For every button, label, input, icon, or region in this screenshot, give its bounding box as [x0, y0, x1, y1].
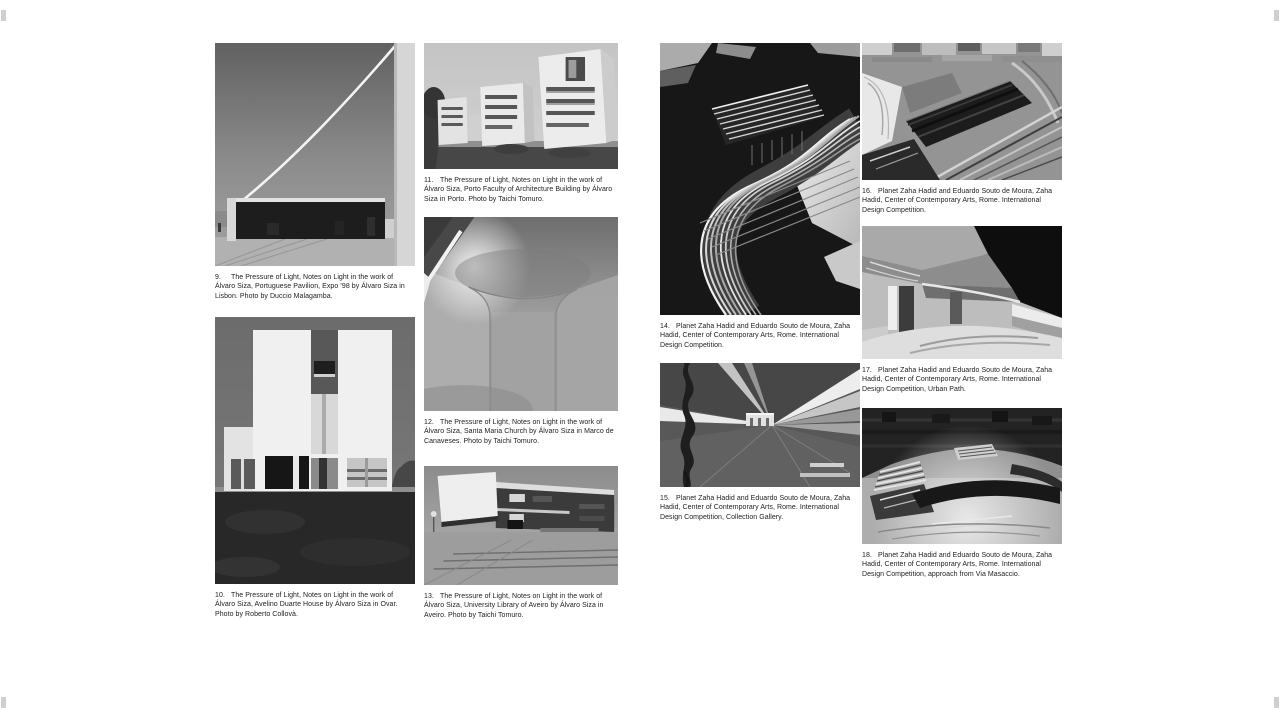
photo-avelino-duarte-house	[215, 317, 415, 584]
figure-14	[660, 43, 860, 350]
urban-path-illustration	[862, 226, 1062, 359]
figure-12	[424, 217, 618, 446]
aveiro-library-illustration	[424, 466, 618, 585]
photo-via-masaccio-render	[862, 408, 1062, 544]
figure-18	[862, 408, 1062, 579]
zaha-aerial-illustration	[660, 43, 860, 315]
figure-13	[424, 466, 618, 620]
figure-caption-text: The Pressure of Light, Notes on Light in the work of Álvaro Siza, Santa Maria Church by Álvaro Siza in Marco de Canaveses. Photo by Taichi Tomuro.	[424, 419, 614, 445]
figure-number: 14.	[660, 323, 670, 330]
via-masaccio-illustration	[862, 408, 1062, 544]
figure-9	[215, 43, 415, 301]
figure-18-caption	[862, 551, 1062, 579]
figure-caption-text: The Pressure of Light, Notes on Light in the work of Álvaro Siza, Portuguese Pavilion, Expo ’98 by Álvaro Siza in Lisbon. Photo by Duccio Malagamba.	[215, 274, 405, 300]
figure-number: 10.	[215, 592, 225, 599]
photo-santa-maria-church	[424, 217, 618, 411]
photo-portuguese-pavilion	[215, 43, 415, 266]
figure-9-caption	[215, 273, 415, 301]
figure-caption-text: The Pressure of Light, Notes on Light in the work of Álvaro Siza, Avelino Duarte House by Álvaro Siza in Ovar. Photo by Roberto Collovà.	[215, 592, 398, 618]
figure-13-caption	[424, 592, 618, 620]
figure-number: 13.	[424, 593, 434, 600]
figure-number: 9.	[215, 274, 221, 281]
figure-caption-text: The Pressure of Light, Notes on Light in the work of Álvaro Siza, University Library of Aveiro by Álvaro Siza in Aveiro. Photo by Taichi Tomuro.	[424, 593, 604, 619]
figure-caption-text: The Pressure of Light, Notes on Light in the work of Álvaro Siza, Porto Faculty of Architecture Building by Álvaro Siza in Porto. Photo by Taichi Tomuro.	[424, 177, 613, 203]
crop-mark-bottom-left	[1, 697, 6, 708]
photo-porto-faculty	[424, 43, 618, 169]
figure-10-caption	[215, 591, 415, 619]
duarte-house-illustration	[215, 317, 415, 584]
figure-16	[862, 43, 1062, 215]
figure-12-caption	[424, 418, 618, 446]
crop-mark-top-left	[1, 10, 6, 21]
photo-zaha-aerial-render	[660, 43, 860, 315]
figure-number: 16.	[862, 188, 872, 195]
santa-maria-church-illustration	[424, 217, 618, 411]
figure-15-caption	[660, 494, 860, 522]
photo-collection-gallery-render	[660, 363, 860, 487]
collection-gallery-illustration	[660, 363, 860, 487]
figure-number: 11.	[424, 177, 434, 184]
zaha-aerial-2-illustration	[862, 43, 1062, 180]
figure-number: 17.	[862, 367, 872, 374]
figure-17-caption	[862, 366, 1062, 394]
figure-caption-text: Planet Zaha Hadid and Eduardo Souto de Moura, Zaha Hadid, Center of Contemporary Arts, Rome. International Design Competition.	[862, 188, 1053, 214]
figure-caption-text: Planet Zaha Hadid and Eduardo Souto de Moura, Zaha Hadid, Center of Contemporary Arts, Rome. International Design Competition.	[660, 323, 851, 349]
figure-number: 12.	[424, 419, 434, 426]
figure-caption-text: Planet Zaha Hadid and Eduardo Souto de Moura, Zaha Hadid, Center of Contemporary Arts, Rome. International Design Competition, Urban Path.	[862, 367, 1053, 393]
figure-number: 15.	[660, 495, 670, 502]
figure-caption-text: Planet Zaha Hadid and Eduardo Souto de Moura, Zaha Hadid, Center of Contemporary Arts, Rome. International Design Competition, approach from Via Masaccio.	[862, 552, 1053, 578]
photo-aveiro-library	[424, 466, 618, 585]
figure-14-caption	[660, 322, 860, 350]
crop-mark-bottom-right	[1274, 697, 1279, 708]
photo-zaha-aerial-render-2	[862, 43, 1062, 180]
figure-17	[862, 226, 1062, 394]
figure-11	[424, 43, 618, 204]
figure-10	[215, 317, 415, 619]
figure-15	[660, 363, 860, 522]
portuguese-pavilion-illustration	[215, 43, 415, 266]
figure-11-caption	[424, 176, 618, 204]
figure-16-caption	[862, 187, 1062, 215]
figure-number: 18.	[862, 552, 872, 559]
porto-faculty-illustration	[424, 43, 618, 169]
photo-urban-path-render	[862, 226, 1062, 359]
figure-caption-text: Planet Zaha Hadid and Eduardo Souto de Moura, Zaha Hadid, Center of Contemporary Arts, Rome. International Design Competition, Collection Gallery.	[660, 495, 851, 521]
crop-mark-top-right	[1274, 10, 1279, 21]
